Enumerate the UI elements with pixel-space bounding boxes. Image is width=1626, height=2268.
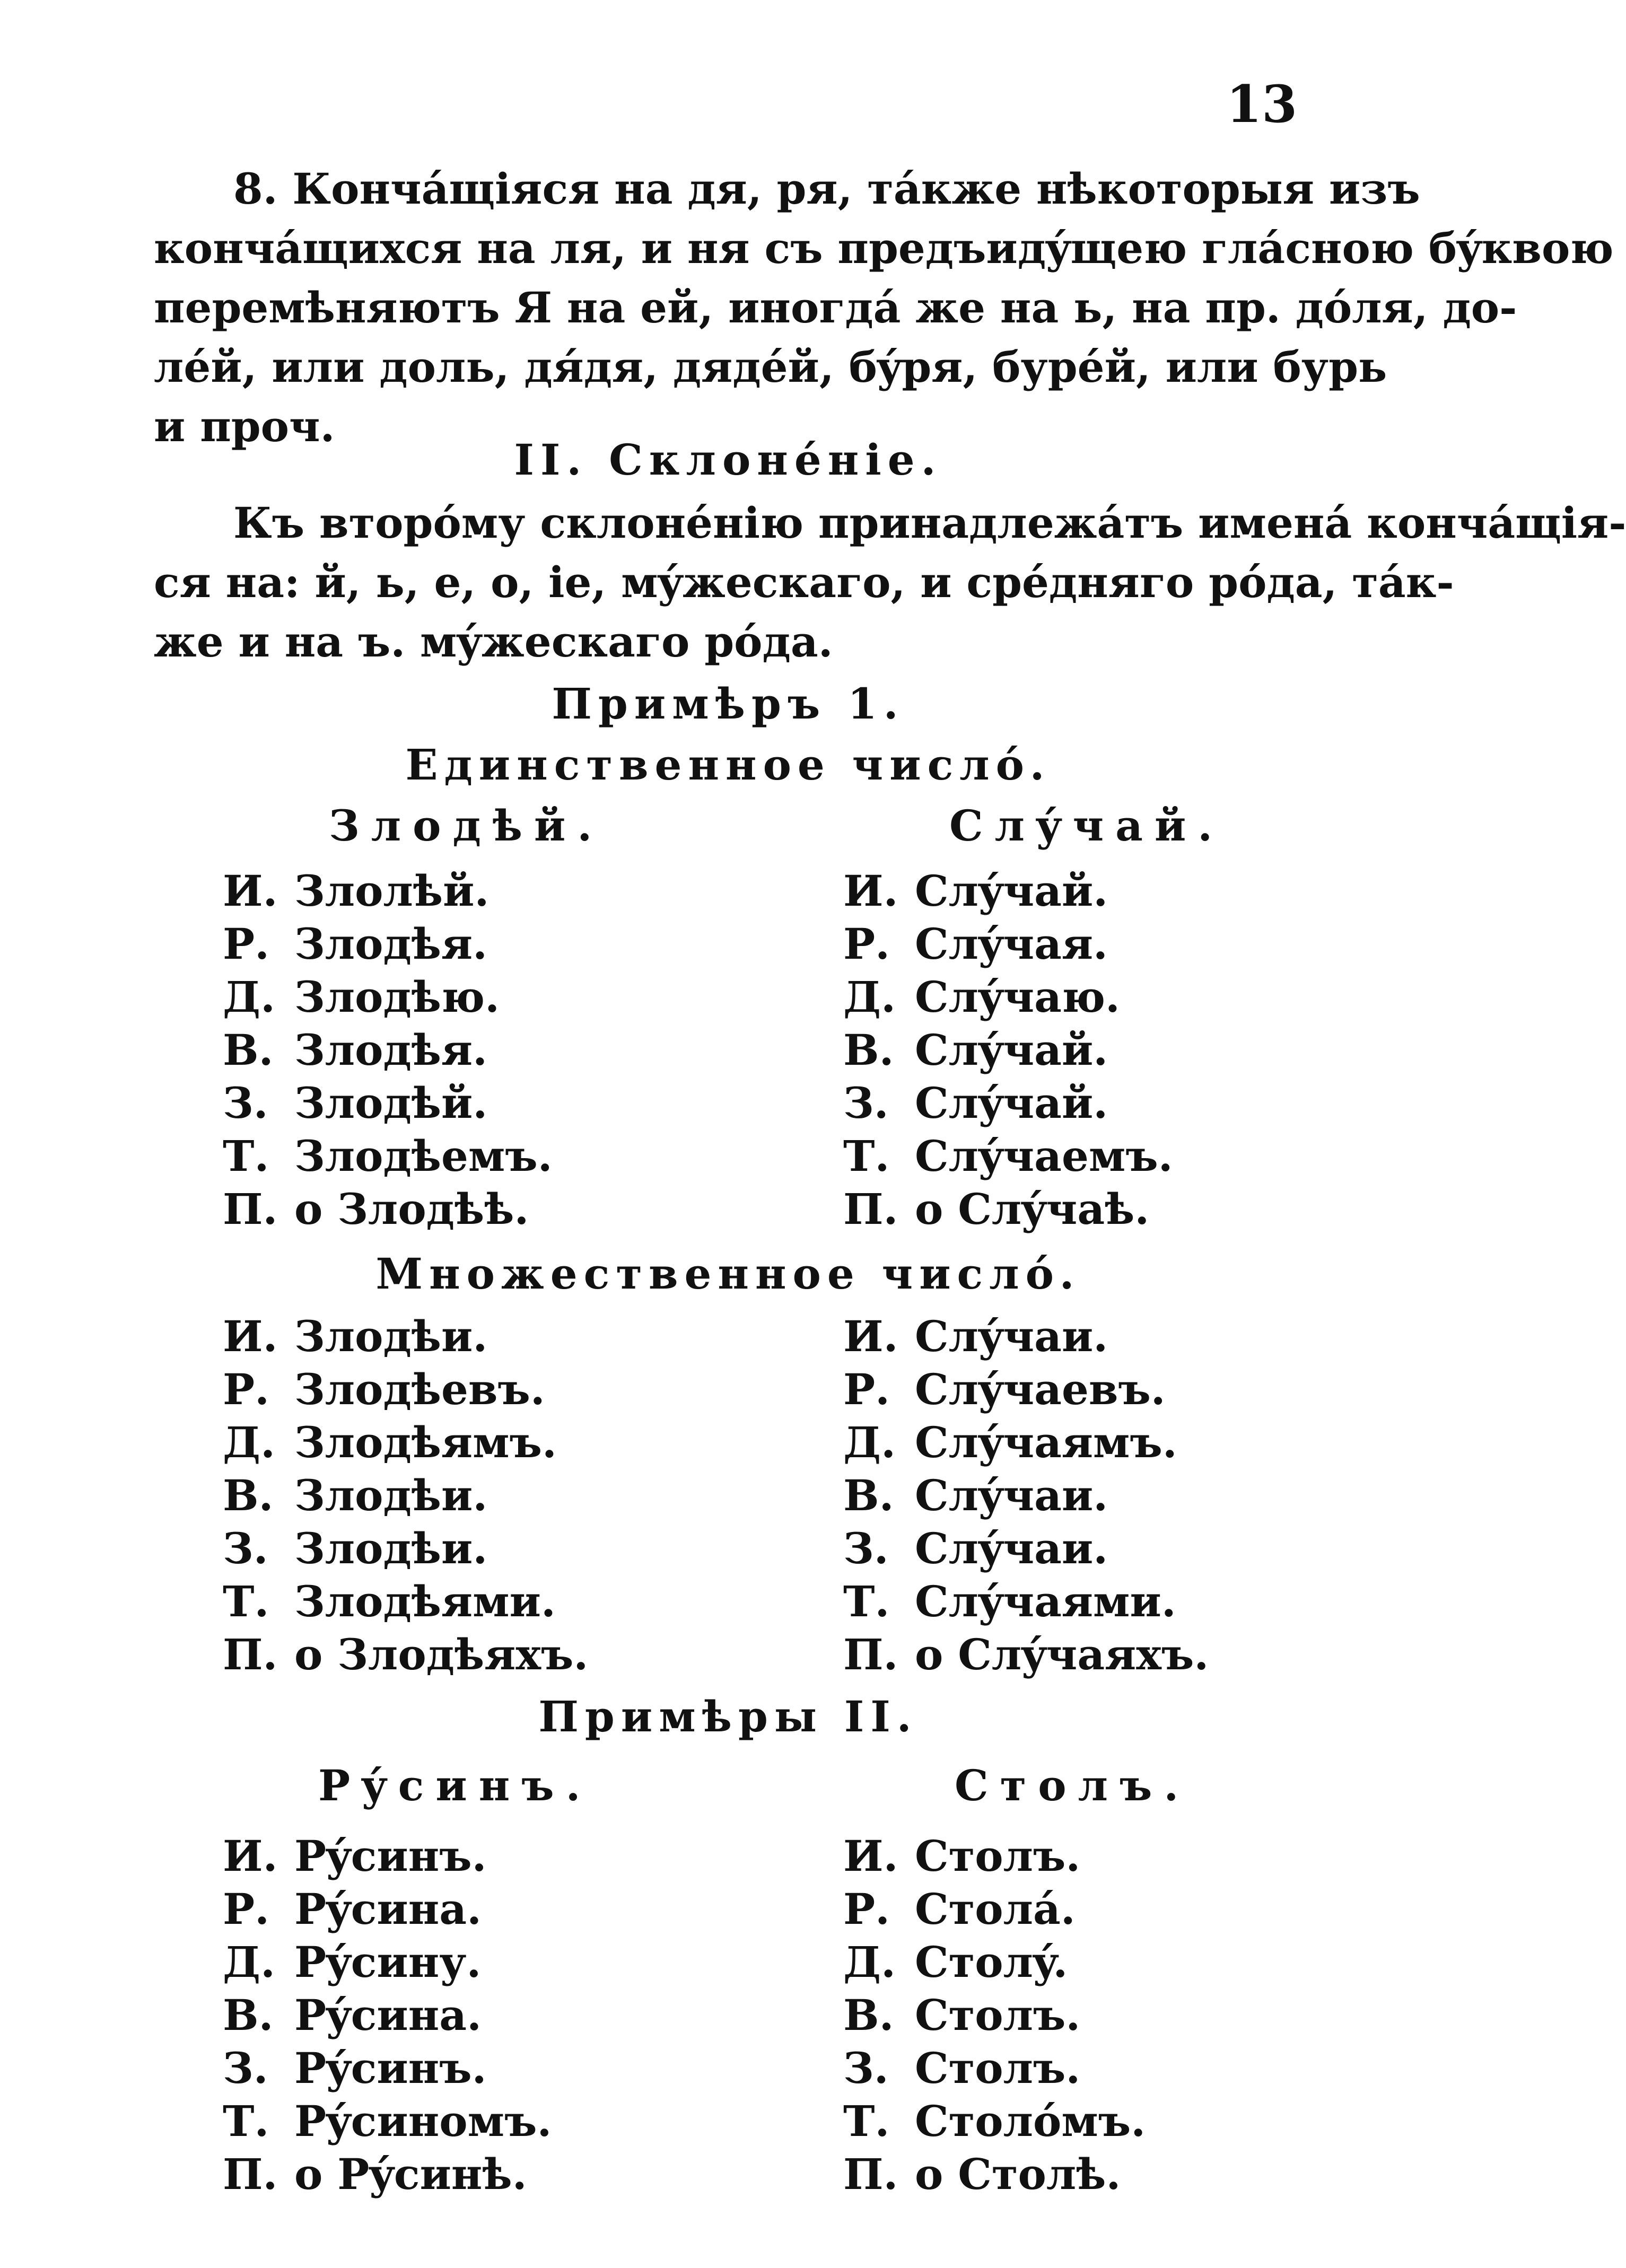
- list-item: [843, 864, 1173, 917]
- list-item: [843, 2095, 1146, 2148]
- right-singular-list: [843, 864, 1173, 1236]
- case-label: П.: [843, 1630, 898, 1679]
- word-form: Злодѣю.: [294, 972, 500, 1022]
- list-item: [223, 1936, 552, 1989]
- word-form: Слýчай.: [915, 866, 1108, 916]
- case-label: П.: [223, 2149, 278, 2199]
- word-form: Слýчай.: [915, 1078, 1108, 1128]
- word-form: Слýчаемъ.: [915, 1131, 1173, 1181]
- list-item: [223, 1829, 552, 1882]
- case-label: Д.: [223, 1937, 275, 1987]
- case-label: В.: [843, 1470, 894, 1520]
- case-label: З.: [843, 2043, 889, 2093]
- word-form: Столъ.: [915, 1990, 1081, 2040]
- case-label: В.: [223, 1025, 274, 1075]
- word-form: о Рýсинѣ.: [294, 2149, 527, 2199]
- word-form: Слýчай.: [915, 1025, 1108, 1075]
- case-label: Д.: [223, 1417, 275, 1467]
- word-form: Злодѣи.: [294, 1470, 488, 1520]
- list-item: [223, 864, 553, 917]
- intro-line-1: Къ вторóму склонéнію принадлежáтъ именá кончáщія-: [233, 498, 1626, 548]
- word-form: Злодѣи.: [294, 1311, 488, 1361]
- list-item: [223, 2095, 552, 2148]
- word-form: Слýчаю.: [915, 972, 1120, 1022]
- list-item: [223, 1575, 588, 1628]
- left-plural-list: [223, 1310, 588, 1681]
- word-form: Злодѣя.: [294, 1025, 487, 1075]
- case-label: Р.: [223, 1884, 270, 1934]
- word-form: Злодѣями.: [294, 1577, 556, 1626]
- list-item: [843, 1416, 1209, 1469]
- case-label: Р.: [223, 1364, 270, 1414]
- word-form: Слýчаевъ.: [915, 1364, 1166, 1414]
- case-label: И.: [223, 1831, 278, 1881]
- list-item: [843, 1936, 1146, 1989]
- list-item: [843, 1522, 1209, 1575]
- list-item: [843, 2042, 1146, 2095]
- intro-line-2: ся на: й, ь, е, о, іе, мýжескаго, и срéдняго рóда, тáк-: [154, 557, 1454, 607]
- list-item: [843, 1575, 1209, 1628]
- case-label: Д.: [843, 1417, 896, 1467]
- word-form: о Злодѣѣ.: [294, 1184, 529, 1234]
- list-item: [223, 1989, 552, 2042]
- list-item: [223, 1183, 553, 1236]
- case-label: В.: [223, 1470, 274, 1520]
- word-form: Злодѣй.: [294, 1078, 488, 1128]
- list-item: [223, 2148, 552, 2201]
- word-form: Злодѣямъ.: [294, 1417, 557, 1467]
- example-2-left-list: [223, 1829, 552, 2201]
- example-1-title: Примѣръ 1.: [552, 679, 905, 729]
- word-form: о Слýчаѣ.: [915, 1184, 1150, 1234]
- word-form: Рýсиномъ.: [294, 2096, 552, 2146]
- word-form: Столý.: [915, 1937, 1068, 1987]
- word-form: Рýсина.: [294, 1884, 482, 1934]
- para8-line-2: кончáщихся на ля, и ня съ предъидýщею глáсною бýквою: [154, 223, 1614, 273]
- page-number: 13: [1226, 74, 1297, 134]
- case-label: З.: [843, 1523, 889, 1573]
- example-2-right-word: Столъ.: [955, 1761, 1191, 1810]
- list-item: [843, 1882, 1146, 1936]
- case-label: З.: [843, 1078, 889, 1128]
- word-form: Слýчаи.: [915, 1311, 1108, 1361]
- case-label: П.: [843, 1184, 898, 1234]
- word-form: Слýчаямъ.: [915, 1417, 1177, 1467]
- case-label: Т.: [223, 1131, 269, 1181]
- list-item: [223, 1023, 553, 1076]
- word-form: Столъ.: [915, 2043, 1081, 2093]
- case-label: Д.: [843, 1937, 896, 1987]
- para8-line-4: лéй, или доль, дя́дя, дядéй, бýря, бурéй, или бурь: [154, 342, 1387, 392]
- example-2-title: Примѣры II.: [538, 1692, 918, 1741]
- case-label: Р.: [843, 1884, 890, 1934]
- case-label: И.: [843, 1311, 898, 1361]
- para8-line-1: 8. Кончáщіяся на дя, ря, тáкже нѣкоторыя изъ: [233, 164, 1420, 214]
- word-form: Злодѣемъ.: [294, 1131, 553, 1181]
- plural-heading: Множественное числó.: [375, 1249, 1081, 1299]
- list-item: [843, 2148, 1146, 2201]
- case-label: Р.: [223, 919, 270, 969]
- word-form: Рýсина.: [294, 1990, 482, 2040]
- case-label: Д.: [223, 972, 275, 1022]
- case-label: Р.: [843, 1364, 890, 1414]
- example-2-left-word: Рýсинъ.: [318, 1761, 592, 1810]
- list-item: [843, 1469, 1209, 1522]
- case-label: В.: [223, 1990, 274, 2040]
- word-form: Злолѣй.: [294, 866, 489, 916]
- list-item: [223, 970, 553, 1023]
- case-label: В.: [843, 1990, 894, 2040]
- right-plural-list: [843, 1310, 1209, 1681]
- list-item: [223, 1310, 588, 1363]
- list-item: [223, 1363, 588, 1416]
- case-label: И.: [223, 866, 278, 916]
- paragraph-8: [154, 159, 1614, 456]
- list-item: [223, 917, 553, 970]
- case-label: И.: [843, 1831, 898, 1881]
- left-singular-list: [223, 864, 553, 1236]
- list-item: [843, 1829, 1146, 1882]
- list-item: [843, 1183, 1173, 1236]
- word-form: Рýсинъ.: [294, 1831, 487, 1881]
- list-item: [843, 1628, 1209, 1681]
- list-item: [843, 1310, 1209, 1363]
- list-item: [843, 1129, 1173, 1183]
- case-label: П.: [223, 1184, 278, 1234]
- word-form: о Столѣ.: [915, 2149, 1121, 2199]
- case-label: З.: [223, 1078, 268, 1128]
- case-label: П.: [843, 2149, 898, 2199]
- intro-line-3: же и на ъ. мýжескаго рóда.: [154, 617, 833, 667]
- list-item: [843, 917, 1173, 970]
- case-label: Т.: [223, 1577, 269, 1626]
- word-form: Столóмъ.: [915, 2096, 1146, 2146]
- list-item: [223, 1628, 588, 1681]
- word-form: Рýсинъ.: [294, 2043, 487, 2093]
- word-form: Столъ.: [915, 1831, 1081, 1881]
- list-item: [843, 1363, 1209, 1416]
- example-2-right-list: [843, 1829, 1146, 2201]
- case-label: Д.: [843, 972, 896, 1022]
- word-form: о Злодѣяхъ.: [294, 1630, 589, 1679]
- word-form: Столá.: [915, 1884, 1076, 1934]
- example-1-left-word: Злодѣй.: [329, 801, 604, 851]
- list-item: [843, 1076, 1173, 1129]
- case-label: Т.: [843, 2096, 890, 2146]
- example-1-right-word: Слýчай.: [949, 801, 1225, 851]
- list-item: [223, 1469, 588, 1522]
- case-label: З.: [223, 2043, 268, 2093]
- word-form: Злодѣя.: [294, 919, 487, 969]
- word-form: Злодѣи.: [294, 1523, 488, 1573]
- word-form: Рýсину.: [294, 1937, 482, 1987]
- list-item: [223, 1882, 552, 1936]
- word-form: Злодѣевъ.: [294, 1364, 545, 1414]
- case-label: Т.: [223, 2096, 269, 2146]
- word-form: о Слýчаяхъ.: [915, 1630, 1209, 1679]
- case-label: Т.: [843, 1131, 890, 1181]
- case-label: И.: [223, 1311, 278, 1361]
- list-item: [843, 1989, 1146, 2042]
- word-form: Слýчаями.: [915, 1577, 1176, 1626]
- word-form: Слýчаи.: [915, 1523, 1108, 1573]
- case-label: Р.: [843, 919, 890, 969]
- word-form: Слýчаи.: [915, 1470, 1108, 1520]
- para8-line-5: и проч.: [154, 401, 335, 451]
- case-label: И.: [843, 866, 898, 916]
- case-label: В.: [843, 1025, 894, 1075]
- case-label: Т.: [843, 1577, 890, 1626]
- case-label: З.: [223, 1523, 268, 1573]
- list-item: [223, 1076, 553, 1129]
- word-form: Слýчая.: [915, 919, 1108, 969]
- list-item: [223, 1522, 588, 1575]
- intro-paragraph: [154, 493, 1626, 671]
- list-item: [843, 970, 1173, 1023]
- list-item: [223, 2042, 552, 2095]
- singular-heading: Единственное числó.: [405, 740, 1051, 790]
- case-label: П.: [223, 1630, 278, 1679]
- list-item: [223, 1416, 588, 1469]
- list-item: [223, 1129, 553, 1183]
- list-item: [843, 1023, 1173, 1076]
- section-title: II. Склонéніе.: [514, 435, 942, 485]
- para8-line-3: перемѣняютъ Я на ей, иногдá же на ь, на пр. дóля, до-: [154, 283, 1517, 332]
